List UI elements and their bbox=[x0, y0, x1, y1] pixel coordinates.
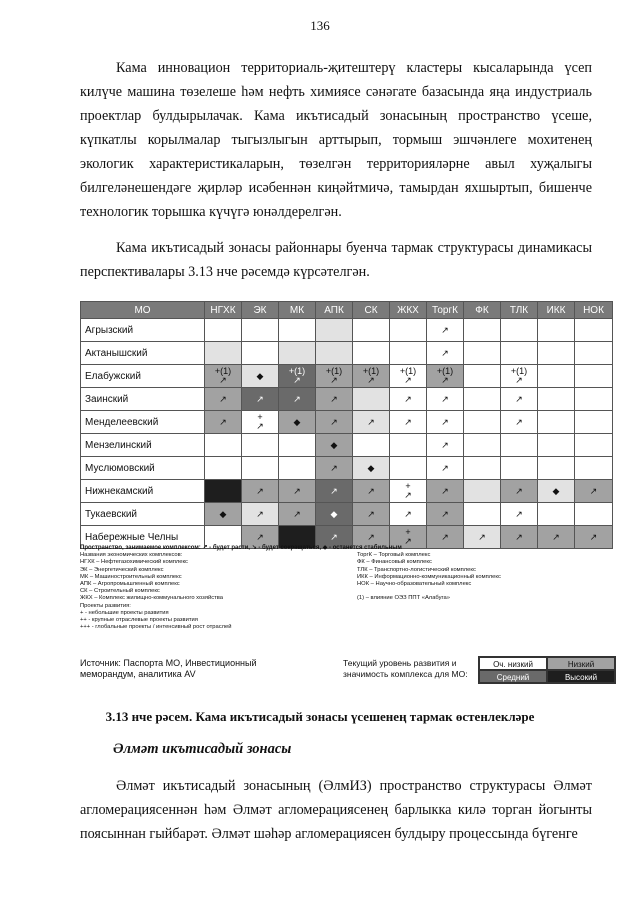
sector-cell bbox=[538, 434, 575, 457]
sector-cell bbox=[205, 457, 242, 480]
paragraph-text: Кама икътисадый зонасы районнары буенча тармак структурасы динамикасы перспективалары 3.13 нче рәсемдә күрсәтелгән. bbox=[80, 240, 592, 280]
project-mark: +(1) bbox=[214, 366, 232, 376]
growth-arrow-icon: ↗ bbox=[256, 421, 264, 431]
municipality-name: Набережные Челны bbox=[81, 526, 205, 549]
sector-cell bbox=[205, 411, 242, 434]
column-header-sector: ТЛК bbox=[501, 302, 538, 319]
sector-cell bbox=[464, 457, 501, 480]
growth-arrow-icon: ↗ bbox=[293, 375, 301, 385]
sector-cell bbox=[242, 503, 279, 526]
growth-arrow-icon: ↗ bbox=[293, 508, 301, 519]
sector-priorities-figure bbox=[80, 301, 612, 549]
sector-cell bbox=[538, 457, 575, 480]
paragraph-intro bbox=[80, 56, 592, 224]
sector-cell bbox=[279, 411, 316, 434]
growth-arrow-icon: ↗ bbox=[256, 531, 264, 542]
paragraph-almetyevsk bbox=[80, 774, 592, 846]
sector-cell bbox=[316, 457, 353, 480]
sector-cell bbox=[427, 434, 464, 457]
sector-cell bbox=[205, 503, 242, 526]
growth-arrow-icon: ↗ bbox=[219, 393, 227, 404]
municipality-name: Муслюмовский bbox=[81, 457, 205, 480]
sector-cell bbox=[427, 365, 464, 388]
sector-cell bbox=[390, 411, 427, 434]
sector-cell bbox=[538, 342, 575, 365]
sector-cell bbox=[427, 342, 464, 365]
sector-cell bbox=[390, 480, 427, 503]
growth-arrow-icon: ↗ bbox=[441, 375, 449, 385]
sector-cell bbox=[501, 388, 538, 411]
growth-arrow-icon: ↗ bbox=[589, 485, 598, 496]
sector-cell bbox=[353, 342, 390, 365]
sector-cell bbox=[538, 503, 575, 526]
sector-cell bbox=[427, 388, 464, 411]
sector-cell bbox=[464, 480, 501, 503]
stable-icon: ◆ bbox=[219, 508, 227, 519]
growth-arrow-icon: ↗ bbox=[330, 485, 338, 496]
sector-cell bbox=[353, 457, 390, 480]
legend-line: ФК – Финансовый комплекс bbox=[357, 559, 432, 566]
sector-cell bbox=[538, 411, 575, 434]
sector-cell bbox=[205, 365, 242, 388]
sector-cell bbox=[242, 480, 279, 503]
growth-arrow-icon: ↗ bbox=[293, 485, 301, 496]
sector-cell bbox=[316, 388, 353, 411]
table-row bbox=[81, 319, 613, 342]
sector-cell bbox=[538, 319, 575, 342]
stable-icon: ◆ bbox=[293, 416, 301, 427]
legend-line: АПК – Агропромышленный комплекс bbox=[80, 581, 180, 588]
sector-cell bbox=[279, 480, 316, 503]
sector-cell bbox=[575, 434, 613, 457]
growth-arrow-icon: ↗ bbox=[404, 416, 412, 427]
paragraph-figure-reference bbox=[80, 236, 592, 284]
legend-line: + - небольшие проекты развития bbox=[80, 609, 169, 616]
column-header-mo: МО bbox=[81, 302, 205, 319]
sector-cell bbox=[501, 319, 538, 342]
growth-arrow-icon: ↗ bbox=[404, 536, 412, 546]
sector-cell bbox=[501, 503, 538, 526]
sector-cell bbox=[501, 434, 538, 457]
development-level-key bbox=[478, 656, 616, 684]
sector-cell bbox=[242, 388, 279, 411]
column-header-sector: НГХК bbox=[205, 302, 242, 319]
level-swatch: Высокий bbox=[547, 670, 615, 683]
sector-cell bbox=[390, 503, 427, 526]
sector-cell bbox=[575, 411, 613, 434]
column-header-sector: ФК bbox=[464, 302, 501, 319]
growth-arrow-icon: ↗ bbox=[256, 393, 264, 404]
project-mark: +(1) bbox=[510, 366, 528, 376]
growth-arrow-icon: ↗ bbox=[441, 508, 449, 519]
project-mark: +(1) bbox=[362, 366, 380, 376]
sector-cell bbox=[242, 342, 279, 365]
sector-cell bbox=[205, 319, 242, 342]
table-body bbox=[81, 319, 613, 549]
project-mark: + bbox=[405, 481, 411, 491]
sector-cell bbox=[390, 457, 427, 480]
sector-cell bbox=[427, 319, 464, 342]
growth-arrow-icon: ↗ bbox=[293, 393, 301, 404]
legend-line: ЭК – Энергетический комплекс bbox=[80, 566, 164, 573]
growth-arrow-icon: ↗ bbox=[256, 485, 264, 496]
sector-cell bbox=[316, 365, 353, 388]
growth-arrow-icon: ↗ bbox=[330, 375, 338, 385]
sector-cell bbox=[501, 411, 538, 434]
project-mark: +(1) bbox=[399, 366, 417, 376]
sector-cell bbox=[464, 388, 501, 411]
sector-cell bbox=[316, 434, 353, 457]
sector-cell bbox=[464, 503, 501, 526]
sector-cell bbox=[316, 480, 353, 503]
growth-arrow-icon: ↗ bbox=[367, 508, 375, 519]
project-mark: +(1) bbox=[288, 366, 306, 376]
sector-cell bbox=[501, 342, 538, 365]
growth-arrow-icon: ↗ bbox=[515, 508, 523, 519]
municipality-name: Тукаевский bbox=[81, 503, 205, 526]
sector-cell bbox=[316, 503, 353, 526]
sector-cell bbox=[390, 388, 427, 411]
table-row bbox=[81, 457, 613, 480]
growth-arrow-icon: ↗ bbox=[330, 393, 338, 404]
column-header-sector: СК bbox=[353, 302, 390, 319]
sector-cell bbox=[427, 480, 464, 503]
sector-cell bbox=[279, 503, 316, 526]
growth-arrow-icon: ↗ bbox=[367, 375, 375, 385]
growth-arrow-icon: ↗ bbox=[441, 347, 449, 358]
sector-cell bbox=[353, 319, 390, 342]
sector-cell bbox=[575, 342, 613, 365]
table-row bbox=[81, 411, 613, 434]
legend-line: НОК – Научно-образовательный комплекс bbox=[357, 581, 472, 588]
legend-line: ++ - крупные отраслевые проекты развития bbox=[80, 617, 198, 624]
municipality-name: Мензелинский bbox=[81, 434, 205, 457]
table-row bbox=[81, 503, 613, 526]
sector-cell bbox=[575, 457, 613, 480]
sector-cell bbox=[242, 411, 279, 434]
sector-cell bbox=[279, 365, 316, 388]
project-mark: +(1) bbox=[436, 366, 454, 376]
growth-arrow-icon: ↗ bbox=[441, 439, 449, 450]
sector-cell bbox=[464, 365, 501, 388]
legend-right-column bbox=[357, 552, 612, 631]
growth-arrow-icon: ↗ bbox=[404, 393, 412, 404]
municipality-name: Агрызский bbox=[81, 319, 205, 342]
growth-arrow-icon: ↗ bbox=[219, 375, 227, 385]
legend-line: СК – Строительный комплекс bbox=[80, 588, 160, 595]
column-header-sector: АПК bbox=[316, 302, 353, 319]
sector-cell bbox=[390, 319, 427, 342]
project-mark: +(1) bbox=[325, 366, 343, 376]
sector-cell bbox=[464, 342, 501, 365]
sector-cell bbox=[279, 457, 316, 480]
sector-cell bbox=[353, 365, 390, 388]
growth-arrow-icon: ↗ bbox=[330, 462, 338, 473]
sector-matrix-table bbox=[80, 301, 613, 549]
legend-line: ТЛК – Транспортно-логистический комплекс bbox=[357, 566, 476, 573]
level-swatch: Оч. низкий bbox=[479, 657, 547, 670]
levels-label: Текущий уровень развития и значимость комплекса для МО: bbox=[343, 658, 468, 679]
growth-arrow-icon: ↗ bbox=[515, 485, 523, 496]
legend-line: МК – Машиностроительный комплекс bbox=[80, 573, 182, 580]
sector-cell bbox=[279, 342, 316, 365]
municipality-name: Елабужский bbox=[81, 365, 205, 388]
growth-arrow-icon: ↗ bbox=[219, 416, 227, 427]
sector-cell bbox=[316, 342, 353, 365]
sector-cell bbox=[501, 480, 538, 503]
sector-cell bbox=[501, 457, 538, 480]
table-row bbox=[81, 365, 613, 388]
growth-arrow-icon: ↗ bbox=[330, 531, 338, 542]
sector-cell bbox=[464, 434, 501, 457]
table-row bbox=[81, 434, 613, 457]
sector-cell bbox=[316, 411, 353, 434]
sector-cell bbox=[427, 411, 464, 434]
municipality-name: Нижнекамский bbox=[81, 480, 205, 503]
growth-arrow-icon: ↗ bbox=[330, 416, 338, 427]
growth-arrow-icon: ↗ bbox=[515, 393, 523, 404]
sector-cell bbox=[464, 319, 501, 342]
table-row bbox=[81, 342, 613, 365]
stable-icon: ◆ bbox=[552, 485, 560, 496]
level-swatch: Средний bbox=[479, 670, 547, 683]
legend-note: (1) – влияние ОЭЗ ППТ «Алабуга» bbox=[357, 595, 450, 602]
sector-cell bbox=[279, 434, 316, 457]
growth-arrow-icon: ↗ bbox=[404, 490, 412, 500]
legend-line: Проекты развития: bbox=[80, 602, 131, 609]
sector-cell bbox=[205, 480, 242, 503]
growth-arrow-icon: ↗ bbox=[515, 531, 523, 542]
sector-cell bbox=[353, 388, 390, 411]
growth-arrow-icon: ↗ bbox=[367, 485, 375, 496]
sector-cell bbox=[316, 319, 353, 342]
growth-arrow-icon: ↗ bbox=[367, 531, 375, 542]
sector-cell bbox=[353, 411, 390, 434]
growth-arrow-icon: ↗ bbox=[441, 416, 449, 427]
sector-cell bbox=[205, 342, 242, 365]
growth-arrow-icon: ↗ bbox=[256, 508, 264, 519]
column-header-sector: ЖКХ bbox=[390, 302, 427, 319]
stable-icon: ◆ bbox=[256, 370, 264, 381]
sector-cell bbox=[242, 457, 279, 480]
sector-cell bbox=[205, 388, 242, 411]
level-swatch: Низкий bbox=[547, 657, 615, 670]
sector-cell bbox=[538, 480, 575, 503]
growth-arrow-icon: ↗ bbox=[367, 416, 375, 427]
paragraph-text: Әлмәт икътисадый зонасының (ӘлмИЗ) пространство структурасы Әлмәт агломерациясеннән һәм Әлмәт агломерациясенең барлыкка килә торган йогынты поясыннан гыйбарәт. Әлмәт шәһәр агломерациясен булдыру процессында бүгенге bbox=[80, 778, 592, 842]
growth-arrow-icon: ↗ bbox=[441, 531, 449, 542]
sector-cell bbox=[575, 388, 613, 411]
sector-cell bbox=[575, 503, 613, 526]
table-header-row bbox=[81, 302, 613, 319]
column-header-sector: ИКК bbox=[538, 302, 575, 319]
sector-cell bbox=[538, 388, 575, 411]
stable-icon: ◆ bbox=[330, 508, 338, 519]
sector-cell bbox=[353, 434, 390, 457]
legend-left-column bbox=[80, 552, 335, 631]
sector-cell bbox=[538, 365, 575, 388]
legend-line: +++ - глобальные проекты / интенсивный рост отраслей bbox=[80, 624, 232, 631]
sector-cell bbox=[353, 503, 390, 526]
growth-arrow-icon: ↗ bbox=[589, 531, 598, 542]
growth-arrow-icon: ↗ bbox=[515, 416, 523, 427]
sector-cell bbox=[353, 480, 390, 503]
project-mark: + bbox=[257, 412, 263, 422]
sector-cell bbox=[575, 319, 613, 342]
legend-title: Пространство, занимаемое комплексом: ↗ - будет расти, ↘ - будет сокращаться, ◆ - останется стабильным bbox=[80, 545, 402, 551]
growth-arrow-icon: ↗ bbox=[404, 375, 412, 385]
sector-cell bbox=[427, 457, 464, 480]
sector-cell bbox=[575, 365, 613, 388]
sector-cell bbox=[501, 365, 538, 388]
sector-cell bbox=[279, 319, 316, 342]
growth-arrow-icon: ↗ bbox=[441, 324, 449, 335]
sector-cell bbox=[390, 365, 427, 388]
legend-line: НГХК – Нефтегазохимический комплекс bbox=[80, 559, 188, 566]
legend-line: ИКК – Информационно-коммуникационный комплекс bbox=[357, 573, 501, 580]
sector-cell bbox=[242, 319, 279, 342]
sector-cell bbox=[205, 434, 242, 457]
sector-cell bbox=[242, 434, 279, 457]
sector-cell bbox=[575, 480, 613, 503]
figure-caption: 3.13 нче рәсем. Кама икътисадый зонасы үсешенең тармак өстенлекләре bbox=[105, 709, 535, 724]
stable-icon: ◆ bbox=[330, 439, 338, 450]
project-mark: + bbox=[405, 527, 411, 537]
growth-arrow-icon: ↗ bbox=[515, 375, 523, 385]
municipality-name: Актанышский bbox=[81, 342, 205, 365]
municipality-name: Менделеевский bbox=[81, 411, 205, 434]
growth-arrow-icon: ↗ bbox=[404, 508, 412, 519]
page-number: 136 bbox=[310, 18, 330, 33]
sector-cell bbox=[279, 388, 316, 411]
section-subheading: Әлмәт икътисадый зонасы bbox=[113, 741, 292, 757]
sector-cell bbox=[242, 365, 279, 388]
table-row bbox=[81, 480, 613, 503]
column-header-sector: ЭК bbox=[242, 302, 279, 319]
table-row bbox=[81, 388, 613, 411]
municipality-name: Заинский bbox=[81, 388, 205, 411]
growth-arrow-icon: ↗ bbox=[552, 531, 560, 542]
legend-line: Названия экономических комплексов: bbox=[80, 552, 183, 559]
column-header-sector: ТоргК bbox=[427, 302, 464, 319]
column-header-sector: МК bbox=[279, 302, 316, 319]
growth-arrow-icon: ↗ bbox=[441, 462, 449, 473]
growth-arrow-icon: ↗ bbox=[441, 485, 449, 496]
sector-cell bbox=[427, 503, 464, 526]
sector-cell bbox=[390, 434, 427, 457]
stable-icon: ◆ bbox=[367, 462, 375, 473]
legend-line: ТоргК – Торговый комплекс bbox=[357, 552, 431, 559]
growth-arrow-icon: ↗ bbox=[441, 393, 449, 404]
sector-cell bbox=[390, 342, 427, 365]
figure-source: Источник: Паспорта МО, Инвестиционный меморандум, аналитика AV bbox=[80, 658, 257, 679]
paragraph-text: Кама инновацион территориаль-җитештерү кластеры кысаларында үсеп килүче машина төзелеше һәм нефть химиясе сәнәгате базасында яңа индустриаль проектлар булдырылачак. Кама икътисадый зонасының пространство үсеше, күпкатлы корылмалар тыгызлыгын арттырып, тормыш эшчәнлеге мохитенең экологик характеристикаларын, төзелгән территорияләрне авыл хуҗалыгы билгеләнешендәге җирләр исәбеннән киңәйтмичә, тамырдан яхшыртып, бишенче технологик торышка күчүгә юнәлдерелгән. bbox=[80, 60, 592, 220]
growth-arrow-icon: ↗ bbox=[478, 531, 486, 542]
legend-line: ЖКХ – Комплекс жилищно-коммунального хозяйства bbox=[80, 595, 223, 602]
figure-legend bbox=[80, 545, 612, 631]
column-header-sector: НОК bbox=[575, 302, 613, 319]
sector-cell bbox=[464, 411, 501, 434]
